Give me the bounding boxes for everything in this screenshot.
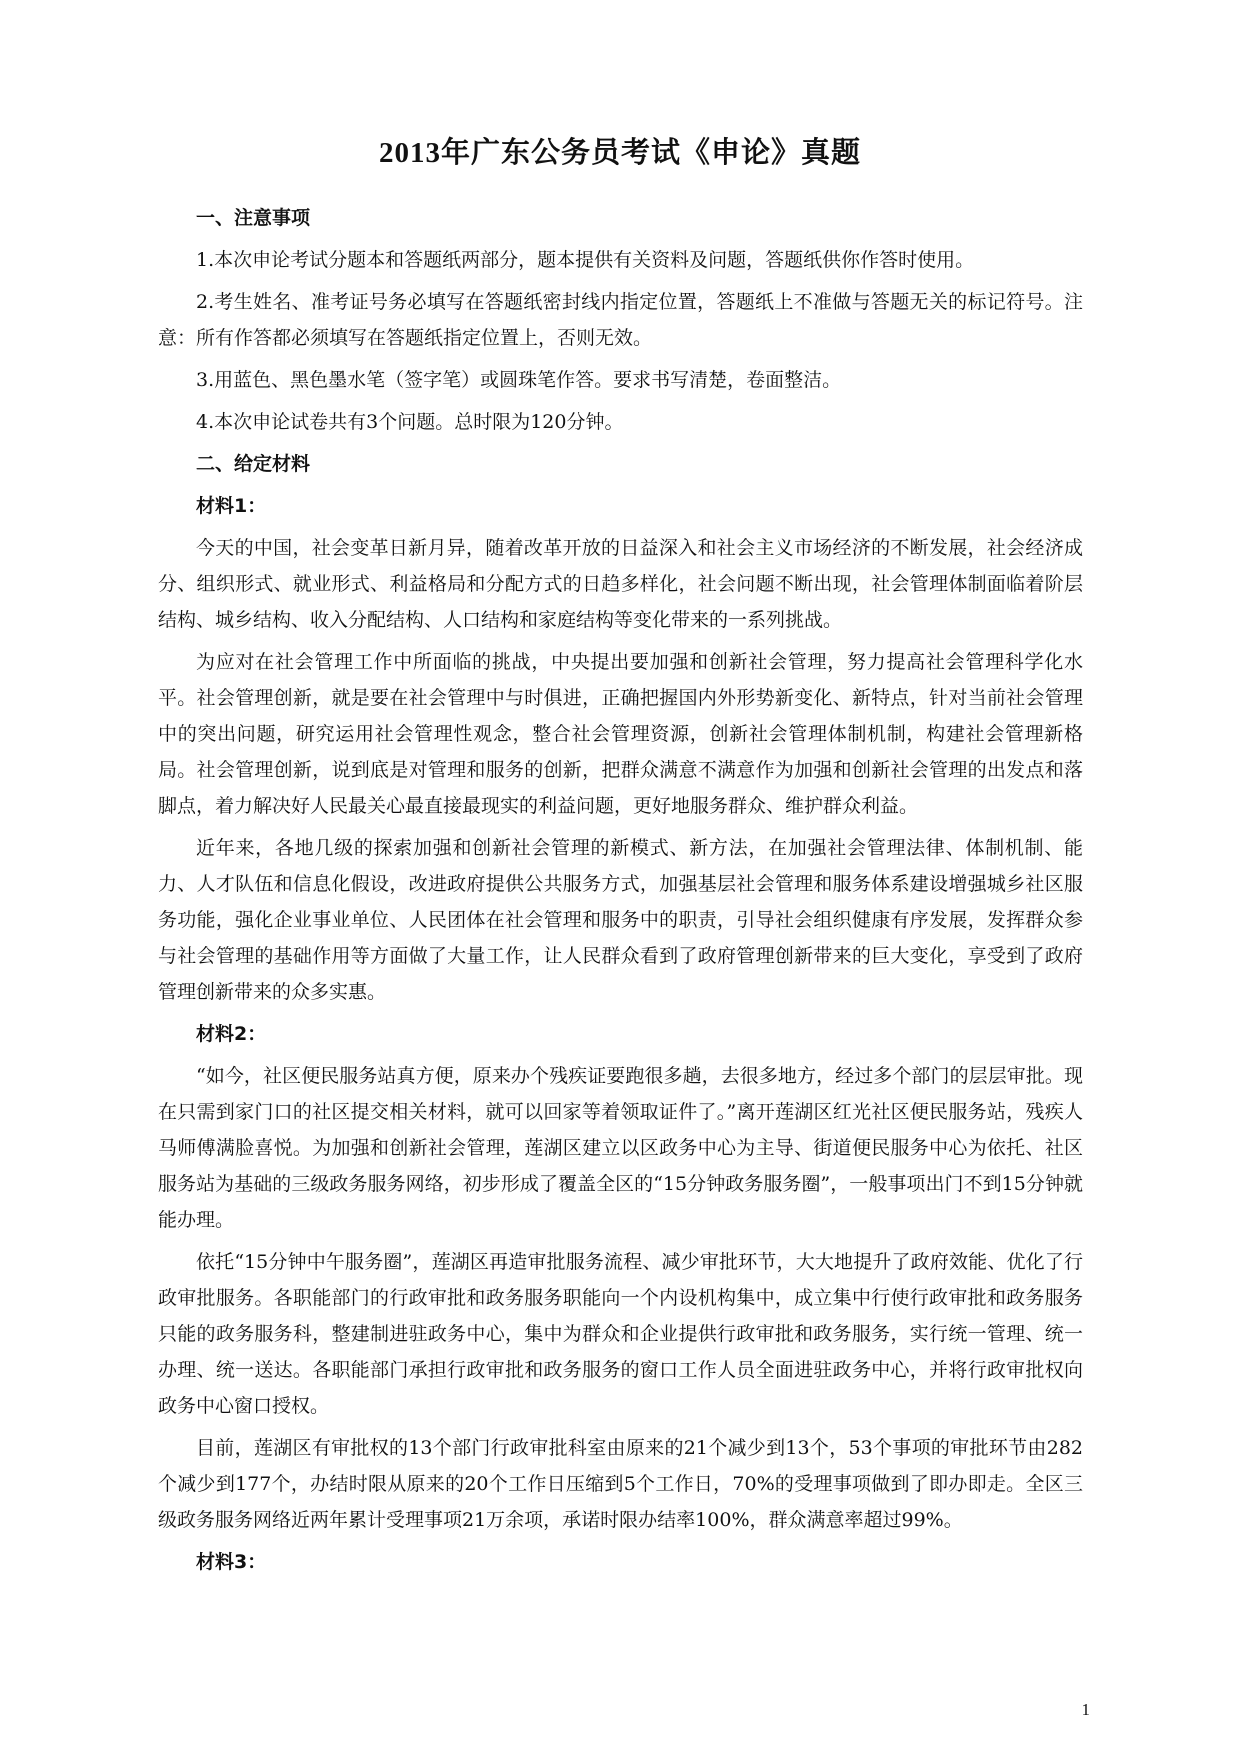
material-2-paragraph: 依托“15分钟中午服务圈”，莲湖区再造审批服务流程、减少审批环节，大大地提升了政府效能、优化了行政审批服务。各职能部门的行政审批和政务服务职能向一个内设机构集中，成立集中行使行政审批和政务服务只能的政务服务科，整建制进驻政务中心，集中为群众和企业提供行政审批和政务服务，实行统一管理、统一办理、统一送达。各职能部门承担行政审批和政务服务的窗口工作人员全面进驻政务中心，并将行政审批权向政务中心窗口授权。 [158, 1251, 1083, 1417]
note-item: 3.用蓝色、黑色墨水笔（签字笔）或圆珠笔作答。要求书写清楚，卷面整洁。 [196, 369, 842, 391]
material-1-paragraph: 近年来，各地几级的探索加强和创新社会管理的新模式、新方法，在加强社会管理法律、体制机制、能力、人才队伍和信息化假设，改进政府提供公共服务方式，加强基层社会管理和服务体系建设增强城乡社区服务功能，强化企业事业单位、人民团体在社会管理和服务中的职责，引导社会组织健康有序发展，发挥群众参与社会管理的基础作用等方面做了大量工作，让人民群众看到了政府管理创新带来的巨大变化，享受到了政府管理创新带来的众多实惠。 [158, 837, 1083, 1003]
material-2-paragraph: 目前，莲湖区有审批权的13个部门行政审批科室由原来的21个减少到13个，53个事项的审批环节由282个减少到177个，办结时限从原来的20个工作日压缩到5个工作日，70%的受理事项做到了即办即走。全区三级政务服务网络近两年累计受理事项21万余项，承诺时限办结率100%，群众满意率超过99%。 [158, 1437, 1083, 1531]
note-item: 1.本次申论考试分题本和答题纸两部分，题本提供有关资料及问题，答题纸供你作答时使用。 [196, 249, 975, 271]
material-2-heading: 材料2： [196, 1023, 267, 1045]
note-item: 2.考生姓名、准考证号务必填写在答题纸密封线内指定位置，答题纸上不准做与答题无关的标记符号。注意：所有作答都必须填写在答题纸指定位置上，否则无效。 [158, 291, 1083, 349]
section-heading-materials: 二、给定材料 [196, 453, 311, 475]
section-heading-notes: 一、注意事项 [196, 207, 311, 229]
note-item: 4.本次申论试卷共有3个问题。总时限为120分钟。 [196, 411, 624, 433]
page-number: 1 [1081, 1700, 1090, 1719]
material-1-paragraph: 为应对在社会管理工作中所面临的挑战，中央提出要加强和创新社会管理，努力提高社会管理科学化水平。社会管理创新，就是要在社会管理中与时俱进，正确把握国内外形势新变化、新特点，针对当前社会管理中的突出问题，研究运用社会管理性观念，整合社会管理资源，创新社会管理体制机制，构建社会管理新格局。社会管理创新，说到底是对管理和服务的创新，把群众满意不满意作为加强和创新社会管理的出发点和落脚点，着力解决好人民最关心最直接最现实的利益问题，更好地服务群众、维护群众利益。 [158, 651, 1083, 817]
material-1-heading: 材料1： [196, 495, 267, 517]
material-1-paragraph: 今天的中国，社会变革日新月异，随着改革开放的日益深入和社会主义市场经济的不断发展，社会经济成分、组织形式、就业形式、利益格局和分配方式的日趋多样化，社会问题不断出现，社会管理体制面临着阶层结构、城乡结构、收入分配结构、人口结构和家庭结构等变化带来的一系列挑战。 [158, 537, 1083, 631]
material-3-heading: 材料3： [196, 1551, 267, 1573]
document-body [158, 200, 1083, 1586]
document-title: 2013年广东公务员考试《申论》真题 [378, 137, 861, 169]
material-2-paragraph: “如今，社区便民服务站真方便，原来办个残疾证要跑很多趟，去很多地方，经过多个部门的层层审批。现在只需到家门口的社区提交相关材料，就可以回家等着领取证件了。”离开莲湖区红光社区便民服务站，残疾人马师傅满脸喜悦。为加强和创新社会管理，莲湖区建立以区政务中心为主导、街道便民服务中心为依托、社区服务站为基础的三级政务服务网络，初步形成了覆盖全区的“15分钟政务服务圈”，一般事项出门不到15分钟就能办理。 [158, 1065, 1083, 1231]
